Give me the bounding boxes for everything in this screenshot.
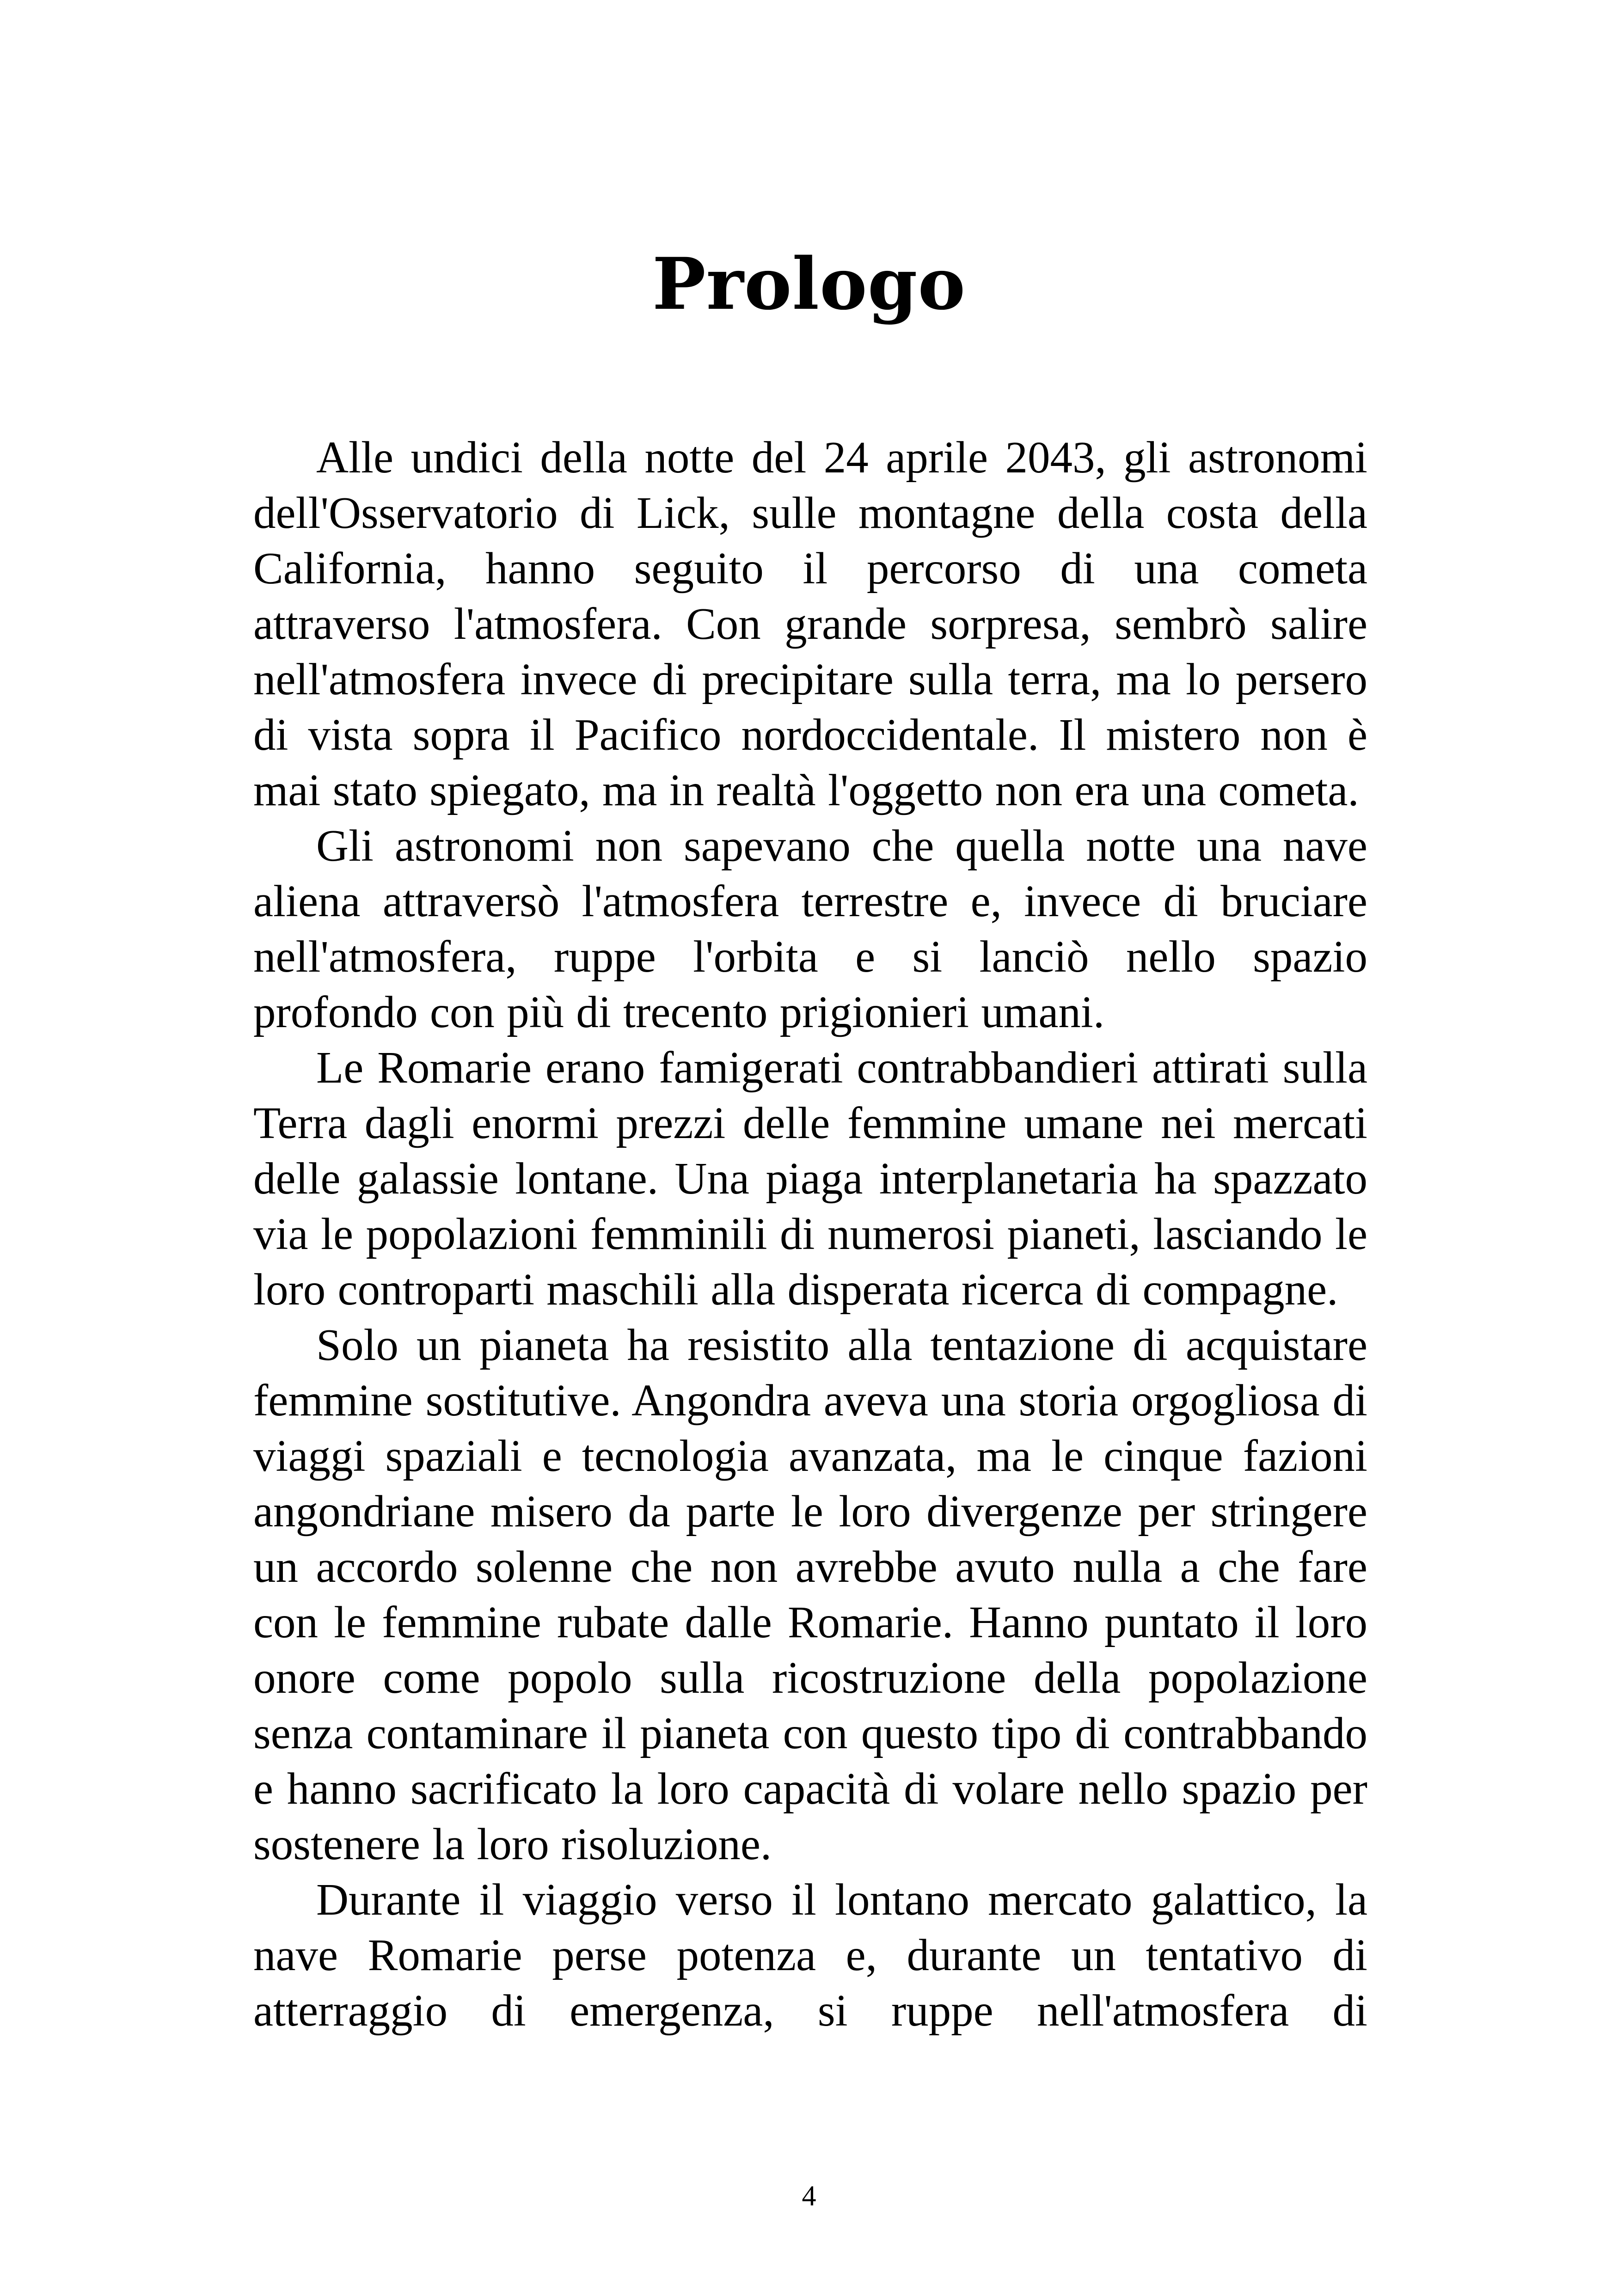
paragraph-3: Le Romarie erano famigerati contrabbandieri attirati sulla Terra dagli enormi prezzi delle femmine umane nei mercati delle galassie lontane. Una piaga interplanetaria ha spazzato via le popolazioni femminili di numerosi pianeti, lasciando le loro controparti maschili alla disperata ricerca di compagne. xyxy=(253,1043,1367,1314)
paragraph-2: Gli astronomi non sapevano che quella notte una nave aliena attraversò l'atmosfera terrestre e, invece di bruciare nell'atmosfera, ruppe l'orbita e si lanciò nello spazio profondo con più di trecento prigionieri umani. xyxy=(253,821,1367,1037)
paragraph-1: Alle undici della notte del 24 aprile 2043, gli astronomi dell'Osservatorio di Lick, sulle montagne della costa della California, hanno seguito il percorso di una cometa attraverso l'atmosfera. Con grande sorpresa, sembrò salire nell'atmosfera invece di precipitare sulla terra, ma lo persero di vista sopra il Pacifico nordoccidentale. Il mistero non è mai stato spiegato, ma in realtà l'oggetto non era una cometa. xyxy=(253,433,1367,815)
paragraph-4: Solo un pianeta ha resistito alla tentazione di acquistare femmine sostitutive. Angondra aveva una storia orgogliosa di viaggi spaziali e tecnologia avanzata, ma le cinque fazioni angondriane misero da parte le loro divergenze per stringere un accordo solenne che non avrebbe avuto nulla a che fare con le femmine rubate dalle Romarie. Hanno puntato il loro onore come popolo sulla ricostruzione della popolazione senza contaminare il pianeta con questo tipo di contrabbando e hanno sacrificato la loro capacità di volare nello spazio per sostenere la loro risoluzione. xyxy=(253,1320,1367,1869)
chapter-title: Prologo xyxy=(652,242,966,326)
paragraph-5: Durante il viaggio verso il lontano mercato galattico, la nave Romarie perse potenza e, durante un tentativo di atterraggio di emergenza, si ruppe nell'atmosfera di xyxy=(253,1875,1367,2035)
chapter-body xyxy=(253,430,1367,2039)
page-number: 4 xyxy=(802,2180,816,2212)
